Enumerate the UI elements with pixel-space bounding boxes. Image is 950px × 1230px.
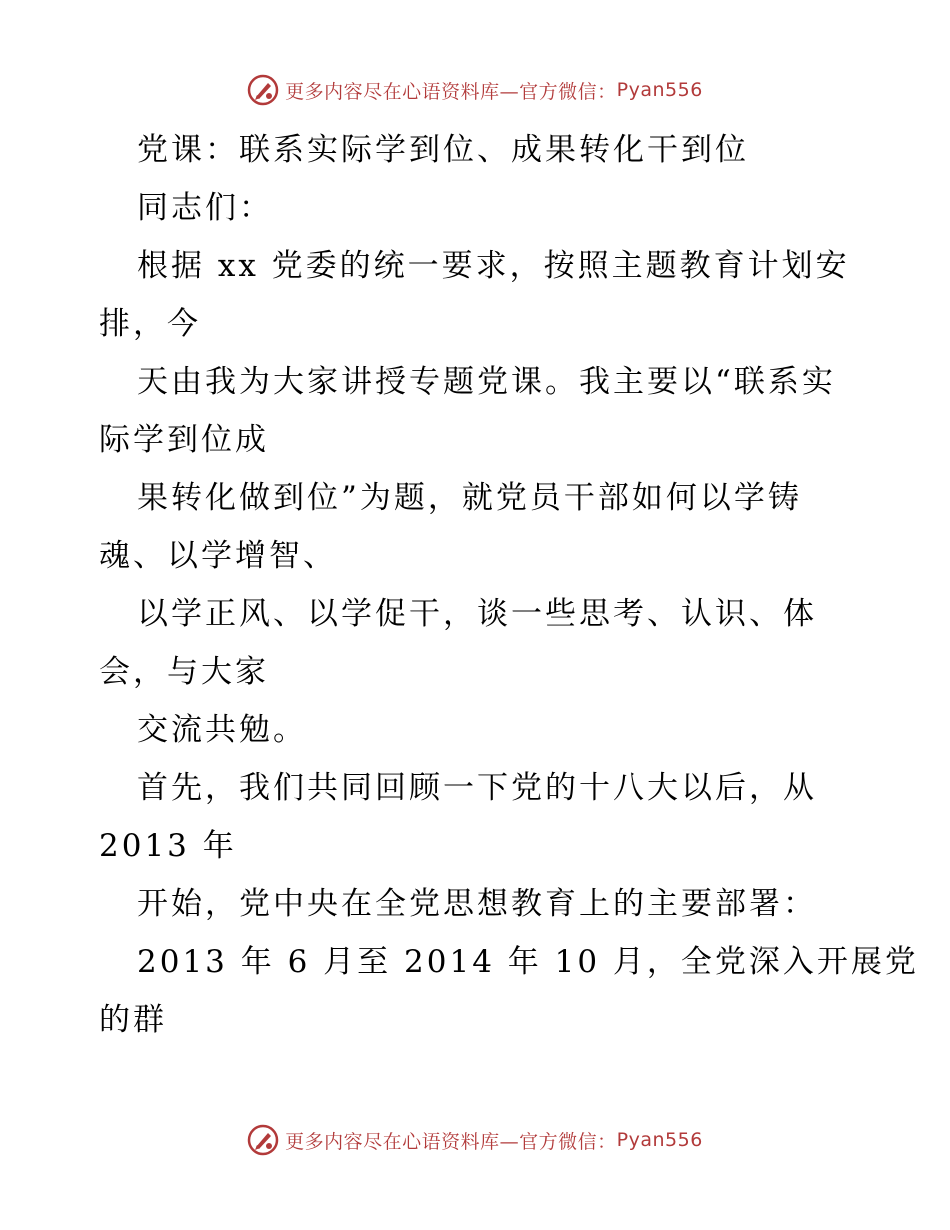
paragraph-line: 以学正风、以学促干，谈一些思考、认识、体 bbox=[137, 596, 817, 632]
document-title: 党课：联系实际学到位、成果转化干到位 bbox=[137, 132, 749, 168]
paragraph-line: 魂、以学增智、 bbox=[99, 538, 337, 574]
paragraph-line: 际学到位成 bbox=[99, 422, 269, 458]
paragraph-line: 2013 年 bbox=[99, 828, 237, 864]
paragraph-line: 首先，我们共同回顾一下党的十八大以后，从 bbox=[137, 770, 817, 806]
header-wechat-id: Pyan556 bbox=[616, 79, 703, 101]
paragraph-line: 天由我为大家讲授专题党课。我主要以“联系实 bbox=[137, 364, 836, 400]
header-text: 更多内容尽在心语资料库—官方微信： bbox=[285, 80, 617, 103]
paragraph-line: 的群 bbox=[99, 1002, 167, 1038]
paragraph-line: 排，今 bbox=[99, 306, 201, 342]
page-footer-banner bbox=[0, 1122, 950, 1158]
paragraph-line: 果转化做到位”为题，就党员干部如何以学铸 bbox=[137, 480, 802, 516]
page-header-banner bbox=[0, 72, 950, 108]
paragraph-line: 会，与大家 bbox=[99, 654, 269, 690]
salutation: 同志们： bbox=[137, 190, 273, 226]
paragraph-line: 开始，党中央在全党思想教育上的主要部署： bbox=[137, 886, 817, 922]
footer-text: 更多内容尽在心语资料库—官方微信： bbox=[285, 1130, 617, 1153]
paragraph-line: 交流共勉。 bbox=[137, 712, 307, 748]
quill-pen-logo-icon bbox=[247, 1124, 279, 1156]
quill-pen-logo-icon bbox=[247, 74, 279, 106]
paragraph-line: 根据 xx 党委的统一要求，按照主题教育计划安 bbox=[137, 248, 850, 284]
paragraph-line: 2013 年 6 月至 2014 年 10 月，全党深入开展党 bbox=[137, 944, 919, 980]
footer-wechat-id: Pyan556 bbox=[616, 1129, 703, 1151]
